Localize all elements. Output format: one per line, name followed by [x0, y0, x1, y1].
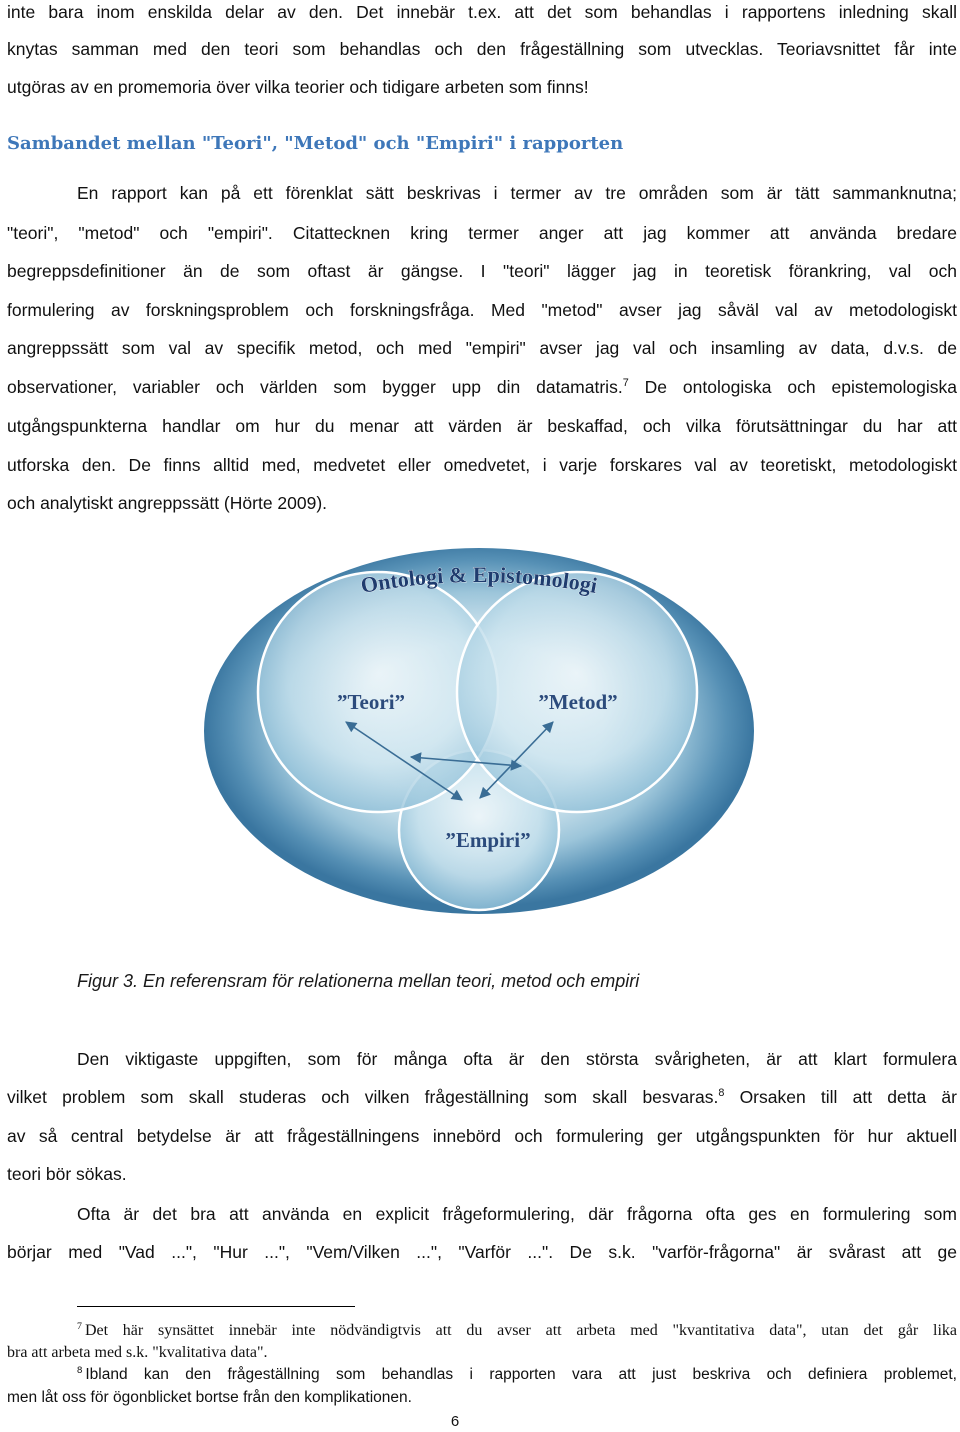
body-line: angreppssätt som val av specifik metod, och med "empiri" avser jag val och insamling av data, d.v.s. de — [7, 338, 957, 358]
outer-label-text: Ontologi & Epistomologi — [358, 561, 600, 599]
body-line: "teori", "metod" och "empiri". Citattecknen kring termer anger att jag kommer att använda bredare — [7, 223, 957, 243]
footnote-text: Det här synsättet innebär inte nödvändigtvis att du avser att arbeta med "kvantitativa data", utan det går lika — [84, 1322, 957, 1339]
body-line: och analytiskt angreppssätt (Hörte 2009). — [7, 493, 328, 513]
body-line-text: vilket problem som skall studeras och vilken frågeställning som skall besvaras. — [7, 1087, 719, 1107]
body-line: av så central betydelse är att frågeställningens innebörd och formulering ger utgångspunkten för hur aktuell — [7, 1126, 957, 1146]
body-line: utgångspunkterna handlar om hur du menar att värden är beskaffad, och vilka förutsättningar du har att — [7, 416, 957, 436]
body-line: En rapport kan på ett förenklat sätt beskrivas i termer av tre områden som är tätt sammanknutna; — [77, 183, 957, 203]
label-empiri: ”Empiri” — [445, 828, 531, 852]
page-number: 6 — [450, 1413, 460, 1430]
body-line-text: observationer, variabler och världen som bygger upp din datamatris. — [7, 377, 623, 397]
intro-line: knytas samman med den teori som behandlas och den frågeställning som utvecklas. Teoriavsnittet får inte — [7, 39, 957, 59]
label-metod: ”Metod” — [538, 690, 618, 714]
intro-line: inte bara inom enskilda delar av den. Det innebär t.ex. att det som behandlas i rapportens inledning skall — [7, 2, 957, 22]
footnote-line: bra att arbeta med s.k. "kvalitativa data". — [7, 1344, 268, 1361]
footnote-number: 7 — [77, 1320, 82, 1332]
body-line: begreppsdefinitioner än de som oftast är gängse. I "teori" lägger jag in teoretisk förankring, val och — [7, 261, 957, 281]
reference-frame-diagram — [198, 540, 763, 925]
body-line — [7, 375, 957, 399]
footnote-number: 8 — [77, 1364, 83, 1376]
footnote-line — [77, 1321, 957, 1341]
body-line-text: De ontologiska och epistemologiska — [628, 377, 957, 397]
footnote-ref: 8 — [718, 1087, 725, 1100]
label-teori: ”Teori” — [336, 690, 406, 714]
footnote-separator — [77, 1306, 355, 1307]
body-line: Ofta är det bra att använda en explicit frågeformulering, där frågorna ofta ges en formulering som — [77, 1204, 957, 1224]
body-line: Den viktigaste uppgiften, som för många ofta är den största svårigheten, är att klart formulera — [77, 1049, 957, 1069]
figure-caption: Figur 3. En referensram för relationerna mellan teori, metod och empiri — [77, 971, 640, 991]
footnote-ref: 7 — [622, 377, 629, 390]
body-line: utforska den. De finns alltid med, medvetet eller omedvetet, i varje forskares val av teoretiskt, metodologiskt — [7, 455, 957, 475]
section-heading: Sambandet mellan "Teori", "Metod" och "Empiri" i rapporten — [7, 133, 624, 154]
footnote-line: men låt oss för ögonblicket bortse från den komplikationen. — [7, 1389, 412, 1406]
body-line — [7, 1085, 957, 1109]
body-line: börjar med "Vad ...", "Hur ...", "Vem/Vilken ...", "Varför ...". De s.k. "varför-frågorna" är svårast att ge — [7, 1242, 957, 1262]
body-line-text: Orsaken till att detta är — [724, 1087, 957, 1107]
footnote-line — [77, 1365, 957, 1385]
intro-line: utgöras av en promemoria över vilka teorier och tidigare arbeten som finns! — [7, 77, 589, 97]
body-line: formulering av forskningsproblem och forskningsfråga. Med "metod" avser jag såväl val av metodologiskt — [7, 300, 957, 320]
footnote-text: Ibland kan den frågeställning som behandlas i rapporten vara att just beskriva och definiera problemet, — [85, 1366, 957, 1383]
body-line: teori bör sökas. — [7, 1164, 127, 1184]
